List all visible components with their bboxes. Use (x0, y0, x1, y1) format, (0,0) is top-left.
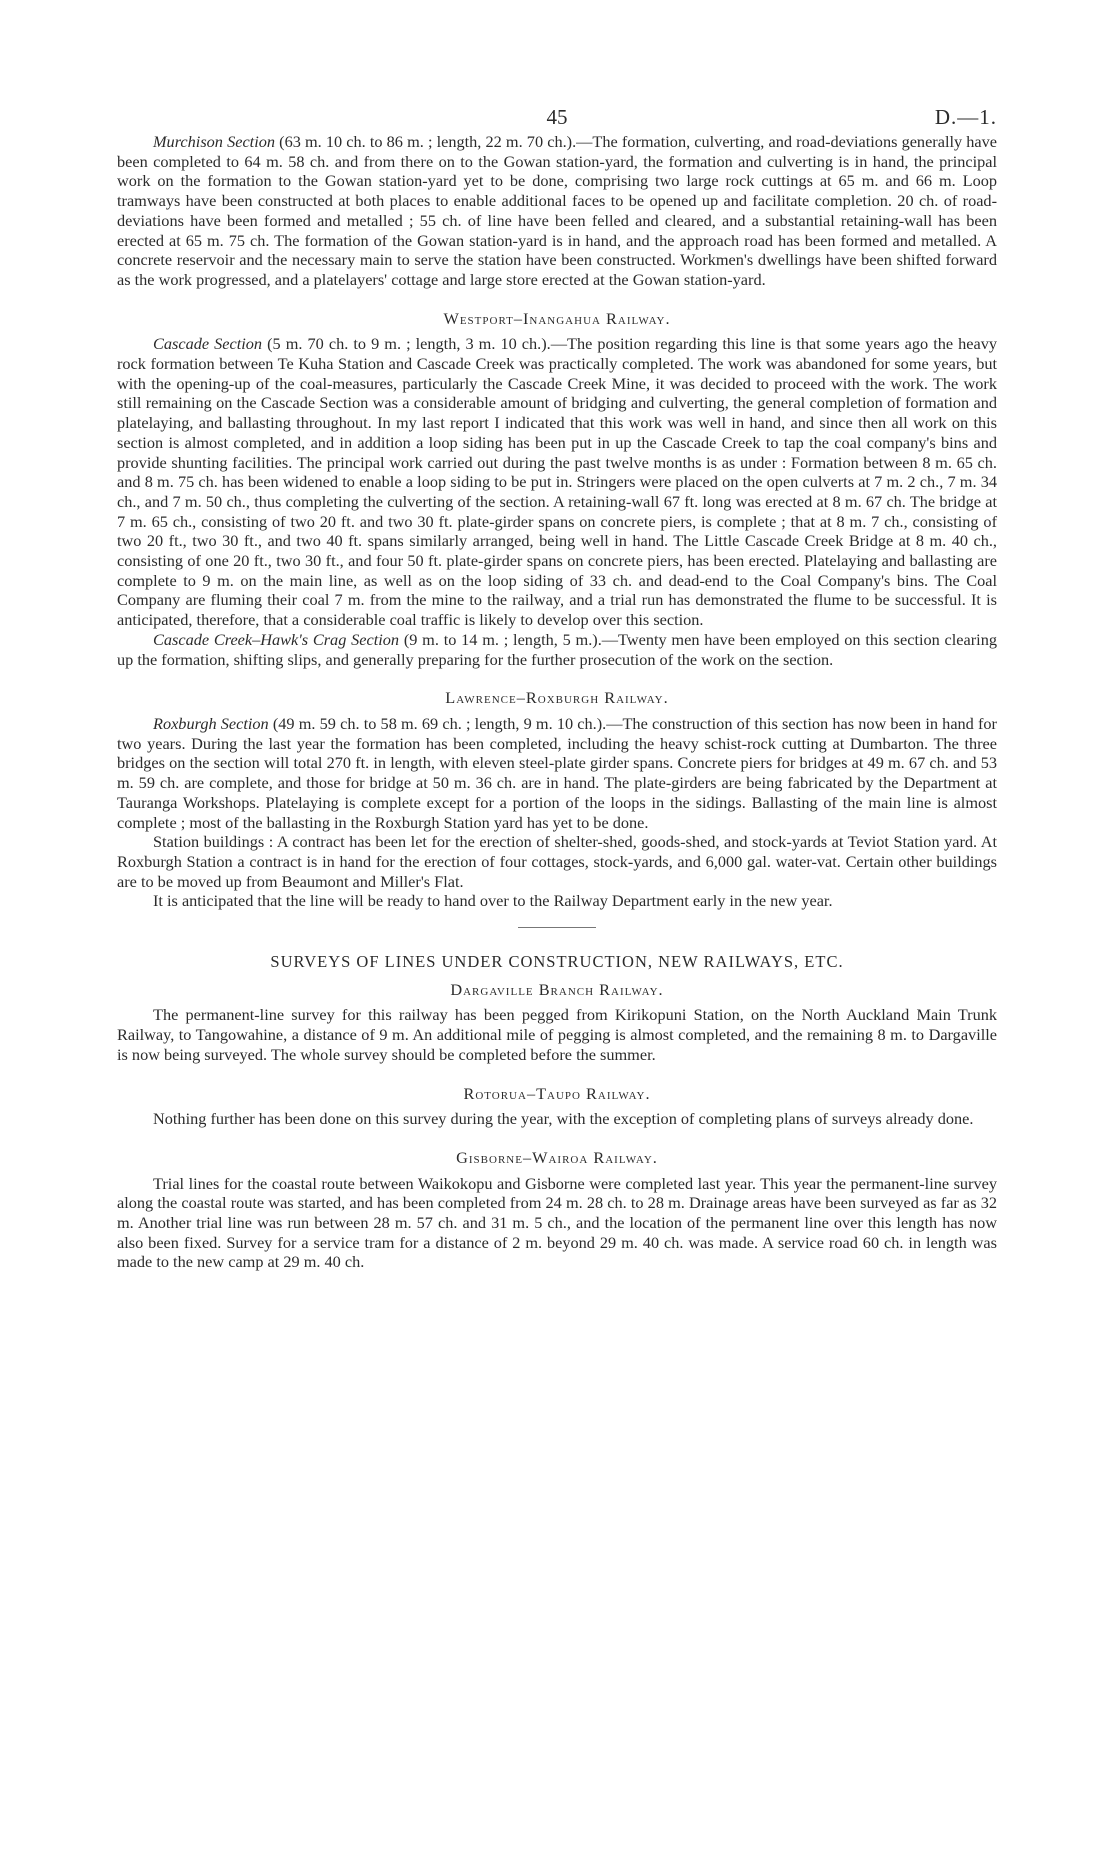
hawks-crag-paragraph (117, 630, 997, 669)
roxburgh-paragraph (117, 714, 997, 832)
station-buildings-paragraph: Station buildings : A contract has been let for the erection of shelter-shed, goods-shed, and stock-yards at Teviot Station yard. At Roxburgh Station a contract is in hand for the erection of four cottages, stock-yards, and 6,000 gal. water-vat. Certain other buildings are to be moved up from Beaumont and Miller's Flat. (117, 832, 997, 891)
page-number: 45 (546, 105, 568, 129)
cascade-paragraph (117, 334, 997, 630)
rotorua-paragraph: Nothing further has been done on this survey during the year, with the exception of completing plans of surveys already done. (153, 1109, 974, 1129)
westport-heading: Westport–Inangahua Railway. (443, 308, 671, 328)
murchison-text: (63 m. 10 ch. to 86 m. ; length, 22 m. 70 ch.).—The formation, culverting, and road-deviations generally have been completed to 64 m. 58 ch. and from there on to the Gowan station-yard, the formation and culverting is in hand, the principal work on the formation to the Gowan station-yard yet to be done, comprising two large rock cuttings at 65 m. and 66 m. Loop tramways have been constructed at both places to enable additional faces to be opened up and facilitate completion. 20 ch. of road-deviations have been formed and metalled ; 55 ch. of line have been felled and cleared, and a substantial retaining-wall has been erected at 65 m. 75 ch. The formation of the Gowan station-yard is in hand, and the approach road has been formed and metalled. A concrete reservoir and the necessary main to serve the station have been constructed. Workmen's dwellings have been shifted forward as the work progressed, and a platelayers' cottage and large store erected at the Gowan station-yard. (117, 132, 998, 289)
gisborne-paragraph: Trial lines for the coastal route between Waikokopu and Gisborne were completed last year. This year the permanent-line survey along the coastal route was started, and has been completed from 24 m. 28 ch. to 28 m. Drainage areas have been surveyed as far as 32 m. Another trial line was run between 28 m. 57 ch. and 31 m. 5 ch., and the location of the permanent line over this length has now also been fixed. Survey for a service tram for a distance of 2 m. beyond 29 m. 40 ch. was made. A service road 60 ch. in length was made to the new camp at 29 m. 40 ch. (117, 1173, 997, 1272)
dargaville-heading: Dargaville Branch Railway. (450, 979, 664, 999)
hawks-crag-section-title: Cascade Creek–Hawk's Crag Section (153, 629, 400, 649)
murchison-section-title: Murchison Section (153, 132, 276, 151)
roxburgh-section-title: Roxburgh Section (153, 713, 269, 733)
page-header (117, 92, 997, 132)
anticipated-paragraph: It is anticipated that the line will be ready to hand over to the Railway Department early in the new year. (153, 891, 833, 911)
document-page (117, 92, 997, 1272)
roxburgh-text: (49 m. 59 ch. to 58 m. 69 ch. ; length, 9 m. 10 ch.).—The construction of this section has now been in hand for two years. During the last year the formation has been completed, including the heavy schist-rock cutting at Dumbarton. The three bridges on the section will total 270 ft. in length, with eleven steel-plate girder spans. Concrete piers for bridges at 49 m. 67 ch. and 53 m. 59 ch. are complete, and those for bridge at 50 m. 36 ch. are in hand. The plate-girders are being fabricated by the Department at Tauranga Workshops. Platelaying is complete except for a portion of the loops in the sidings. Ballasting of the main line is almost complete ; most of the ballasting in the Roxburgh Station yard has yet to be done. (117, 713, 997, 832)
murchison-paragraph (117, 132, 997, 290)
gisborne-heading: Gisborne–Wairoa Railway. (456, 1147, 658, 1167)
document-reference: D.—1. (934, 105, 997, 129)
section-divider (518, 927, 596, 928)
dargaville-paragraph: The permanent-line survey for this railway has been pegged from Kirikopuni Station, on the North Auckland Main Trunk Railway, to Tangowahine, a distance of 9 m. An additional mile of pegging is almost completed, and the remaining 8 m. to Dargaville is now being surveyed. The whole survey should be completed before the summer. (117, 1005, 997, 1064)
hawks-crag-text: (9 m. to 14 m. ; length, 5 m.).—Twenty men have been employed on this section clearing up the formation, shifting slips, and generally preparing for the further prosecution of the work on the section. (117, 629, 997, 669)
surveys-heading: SURVEYS OF LINES UNDER CONSTRUCTION, NEW RAILWAYS, ETC. (270, 952, 844, 972)
cascade-text: (5 m. 70 ch. to 9 m. ; length, 3 m. 10 ch.).—The position regarding this line is that some years ago the heavy rock formation between Te Kuha Station and Cascade Creek was practically completed. The work was abandoned for some years, but with the opening-up of the coal-measures, particularly the Cascade Creek Mine, it was decided to proceed with the work. The work still remaining on the Cascade Section was a considerable amount of bridging and culverting, the general completion of formation and platelaying, and ballasting throughout. In my last report I indicated that this work was well in hand, and since then all work on this section is almost completed, and in addition a loop siding has been put in up the Cascade Creek to tap the coal company's bins and provide shunting facilities. The principal work carried out during the past twelve months is as under : Formation between 8 m. 65 ch. and 8 m. 75 ch. has been widened to enable a loop siding to be put in. Stringers were placed on the open culverts at 7 m. 2 ch., 7 m. 34 ch., and 7 m. 50 ch., thus completing the culverting of the section. A retaining-wall 67 ft. long was erected at 8 m. 67 ch. The bridge at 7 m. 65 ch., consisting of two 20 ft. and two 30 ft. plate-girder spans on concrete piers, is complete ; that at 8 m. 7 ch., consisting of two 20 ft., two 30 ft., and two 40 ft. spans similarly arranged, being well in hand. The Little Cascade Creek Bridge at 8 m. 40 ch., consisting of one 20 ft., two 30 ft., and four 50 ft. plate-girder spans on concrete piers, has been erected. Platelaying and ballasting are complete to 9 m. on the main line, as well as on the loop siding of 33 ch. and dead-end to the Coal Company's bins. The Coal Company are fluming their coal 7 m. from the mine to the railway, and a trial run has demonstrated the flume to be successful. It is anticipated, therefore, that a considerable coal traffic is likely to develop over this section. (117, 334, 998, 630)
rotorua-heading: Rotorua–Taupo Railway. (463, 1083, 651, 1103)
cascade-section-title: Cascade Section (153, 334, 263, 354)
lawrence-heading: Lawrence–Roxburgh Railway. (445, 688, 669, 708)
